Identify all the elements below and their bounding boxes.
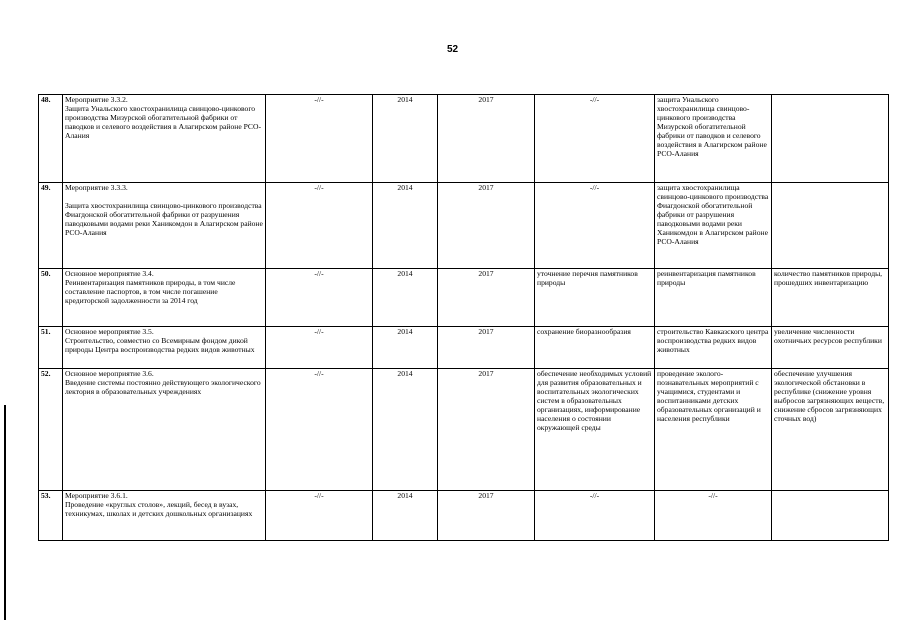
measure-description: Защита хвостохранилища свинцово-цинкового производства Фиагдонской обогатительной фабрики от разрушения паводковыми водами реки Ханикомдон в Алагирском районе РСО-Алания [65, 200, 263, 237]
row-number-cell: 51. [39, 327, 63, 369]
row-number-cell: 52. [39, 369, 63, 491]
content-cell: -//- [655, 491, 772, 541]
row-number-cell: 48. [39, 95, 63, 183]
table-row [39, 369, 889, 491]
start-year-cell: 2014 [373, 327, 438, 369]
row-number-cell: 53. [39, 491, 63, 541]
executor-cell: -//- [266, 369, 373, 491]
content-cell: защита Унальского хвостохранилища свинцово-цинкового производства Мизурской обогатительной фабрики от паводков и селевого воздействия в Алагирском районе РСО-Алания [655, 95, 772, 183]
measure-title: Мероприятие 3.6.1. [65, 491, 128, 500]
end-year-cell: 2017 [438, 491, 535, 541]
executor-cell: -//- [266, 491, 373, 541]
end-year-cell: 2017 [438, 369, 535, 491]
table-row [39, 327, 889, 369]
measure-description: Проведение «круглых столов», лекций, бесед в вузах, техникумах, школах и детских дошкольных организациях [65, 499, 253, 518]
content-cell: проведение эколого-познавательных мероприятий с учащимися, студентами и воспитанниками детских образовательных организаций и населения республики [655, 369, 772, 491]
start-year-cell: 2014 [373, 95, 438, 183]
indicator-cell [772, 491, 889, 541]
start-year-cell: 2014 [373, 369, 438, 491]
start-year-cell: 2014 [373, 183, 438, 269]
measure-description: Защита Унальского хвостохранилища свинцово-цинкового производства Мизурской обогатительной фабрики от паводков и селевого воздействия в Алагирском районе РСО-Алания [65, 103, 262, 140]
executor-cell: -//- [266, 269, 373, 327]
indicator-cell: количество памятников природы, прошедших инвентаризацию [772, 269, 889, 327]
measure-description: Реинвентаризация памятников природы, в том числе составление паспортов, в том числе погашение кредиторской задолженности за 2014 год [65, 277, 236, 305]
expected-result-cell: уточнение перечня памятников природы [535, 269, 655, 327]
margin-line [4, 405, 6, 620]
executor-cell: -//- [266, 327, 373, 369]
measure-name-cell [63, 269, 266, 327]
indicator-cell [772, 95, 889, 183]
row-number-cell: 50. [39, 269, 63, 327]
end-year-cell: 2017 [438, 95, 535, 183]
measure-name-cell [63, 95, 266, 183]
measure-name-cell [63, 491, 266, 541]
table-row [39, 491, 889, 541]
measure-name-cell [63, 183, 266, 269]
expected-result-cell: -//- [535, 491, 655, 541]
start-year-cell: 2014 [373, 491, 438, 541]
content-cell: реинвентаризация памятников природы [655, 269, 772, 327]
end-year-cell: 2017 [438, 269, 535, 327]
table-row [39, 183, 889, 269]
start-year-cell: 2014 [373, 269, 438, 327]
indicator-cell [772, 183, 889, 269]
indicator-cell: увеличение численности охотничьих ресурсов республики [772, 327, 889, 369]
content-cell: защита хвостохранилища свинцово-цинкового производства Фиагдонской обогатительной фабрики от разрушения паводковыми водами реки Ханикомдон в Алагирском районе РСО-Алания [655, 183, 772, 269]
expected-result-cell: обеспечение необходимых условий для развития образовательных и воспитательных экологических систем в образовательных организациях, информирование населения о состоянии окружающей среды [535, 369, 655, 491]
measure-title: Основное мероприятие 3.5. [65, 327, 154, 336]
measure-description: Введение системы постоянно действующего экологического лектория в образовательных учреждениях [65, 377, 261, 396]
executor-cell: -//- [266, 183, 373, 269]
measures-table [38, 94, 889, 541]
expected-result-cell: сохранение биоразнообразия [535, 327, 655, 369]
measure-title: Мероприятие 3.3.3. [65, 183, 128, 192]
measure-description: Строительство, совместно со Всемирным фондом дикой природы Центра воспроизводства редких видов животных [65, 335, 255, 354]
indicator-cell: обеспечение улучшения экологической обстановки в республике (снижение уровня выбросов загрязняющих веществ, снижение сбросов загрязняющих сточных вод) [772, 369, 889, 491]
expected-result-cell: -//- [535, 183, 655, 269]
table-body [39, 95, 889, 541]
row-number-cell: 49. [39, 183, 63, 269]
end-year-cell: 2017 [438, 183, 535, 269]
table-row [39, 95, 889, 183]
table-row [39, 269, 889, 327]
measure-name-cell [63, 327, 266, 369]
page-number: 52 [446, 44, 459, 55]
measure-title: Основное мероприятие 3.6. [65, 369, 154, 378]
measure-title: Мероприятие 3.3.2. [65, 95, 128, 104]
content-cell: строительство Кавказского центра воспроизводства редких видов животных [655, 327, 772, 369]
end-year-cell: 2017 [438, 327, 535, 369]
measure-name-cell [63, 369, 266, 491]
expected-result-cell: -//- [535, 95, 655, 183]
executor-cell: -//- [266, 95, 373, 183]
measure-title: Основное мероприятие 3.4. [65, 269, 154, 278]
